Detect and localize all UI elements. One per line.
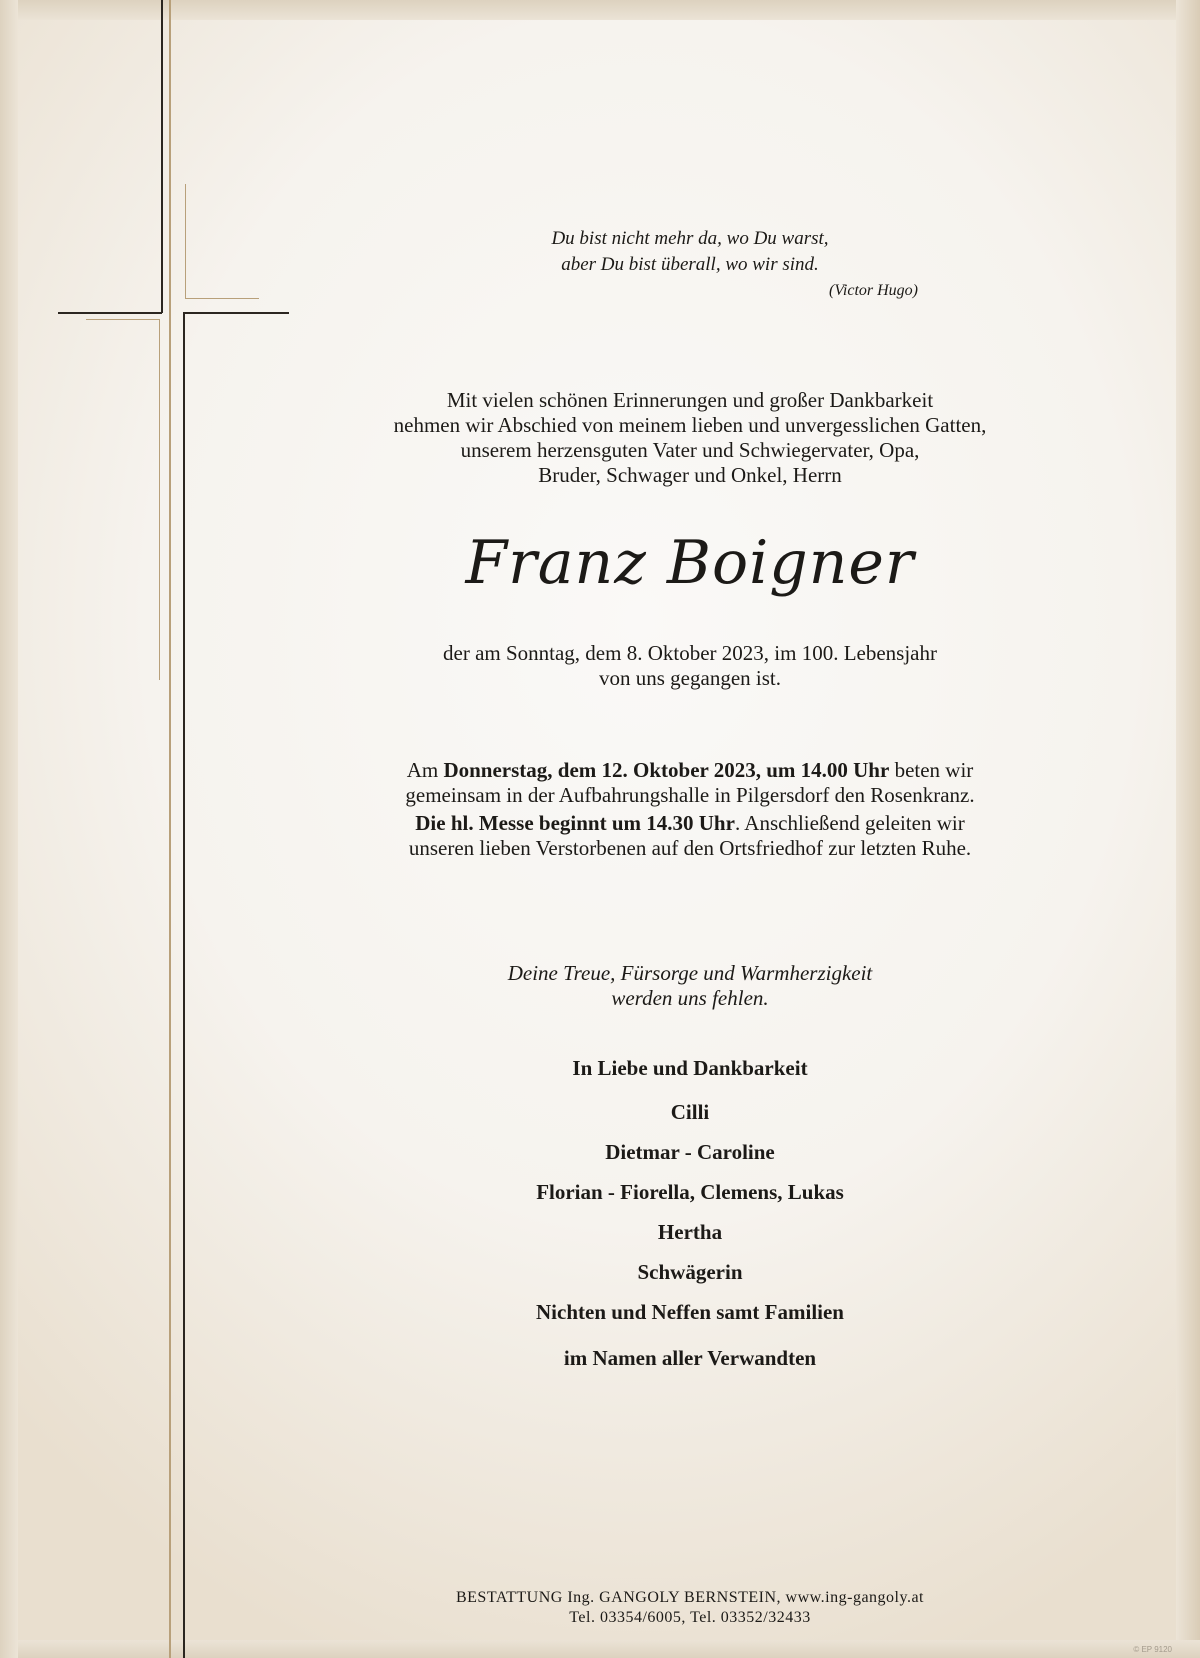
mourners-closing: im Namen aller Verwandten	[563, 1346, 817, 1370]
quote	[290, 226, 1090, 304]
tribute	[290, 961, 1090, 1011]
footer-line: Tel. 03354/6005, Tel. 03352/32433	[569, 1609, 811, 1626]
intro-text	[290, 388, 1090, 488]
quote-line: Du bist nicht mehr da, wo Du warst,	[551, 228, 829, 249]
funeral-details	[290, 758, 1090, 861]
mourner-name: Hertha	[657, 1220, 723, 1244]
death-line: der am Sonntag, dem 8. Oktober 2023, im 100. Lebensjahr	[443, 641, 937, 665]
quote-line: aber Du bist überall, wo wir sind.	[561, 254, 819, 275]
funeral-text: Am	[406, 758, 444, 782]
funeral-line	[290, 758, 1090, 783]
mourners-heading: In Liebe und Dankbarkeit	[572, 1056, 808, 1080]
intro-line: Bruder, Schwager und Onkel, Herrn	[538, 463, 842, 487]
death-notice	[290, 641, 1090, 691]
intro-line: unserem herzensguten Vater und Schwiegervater, Opa,	[460, 438, 920, 462]
tribute-line: werden uns fehlen.	[611, 986, 769, 1010]
border-bottom	[0, 1640, 1200, 1658]
deceased-name: Franz Boigner	[465, 528, 915, 598]
mass-time: Die hl. Messe beginnt um 14.30 Uhr	[415, 811, 735, 835]
intro-line: nehmen wir Abschied von meinem lieben und unvergesslichen Gatten,	[393, 413, 987, 437]
mourner-name: Florian - Fiorella, Clemens, Lukas	[536, 1180, 844, 1204]
funeral-text: beten wir	[889, 758, 974, 782]
border-top	[0, 0, 1200, 20]
funeral-date: Donnerstag, dem 12. Oktober 2023, um 14.00 Uhr	[443, 758, 890, 782]
mourner-name: Dietmar - Caroline	[605, 1140, 775, 1164]
border-right	[1176, 0, 1200, 1658]
mourner-name: Nichten und Neffen samt Familien	[536, 1300, 844, 1324]
funeral-line: gemeinsam in der Aufbahrungshalle in Pilgersdorf den Rosenkranz.	[405, 783, 975, 807]
mourner-name: Schwägerin	[637, 1260, 743, 1284]
tribute-line: Deine Treue, Fürsorge und Warmherzigkeit	[507, 961, 873, 985]
intro-line: Mit vielen schönen Erinnerungen und großer Dankbarkeit	[446, 388, 934, 412]
funeral-line: unseren lieben Verstorbenen auf den Ortsfriedhof zur letzten Ruhe.	[408, 836, 972, 860]
mourner-name: Cilli	[670, 1100, 710, 1124]
funeral-text: . Anschließend geleiten wir	[734, 811, 965, 835]
border-left	[0, 0, 18, 1658]
footer-line: BESTATTUNG Ing. GANGOLY BERNSTEIN, www.ing-gangoly.at	[455, 1589, 924, 1606]
death-line: von uns gegangen ist.	[599, 666, 781, 690]
funeral-home-footer	[290, 1588, 1090, 1628]
funeral-line	[290, 811, 1090, 836]
quote-author: (Victor Hugo)	[828, 282, 918, 299]
print-code: © EP 9120	[1133, 1645, 1172, 1654]
